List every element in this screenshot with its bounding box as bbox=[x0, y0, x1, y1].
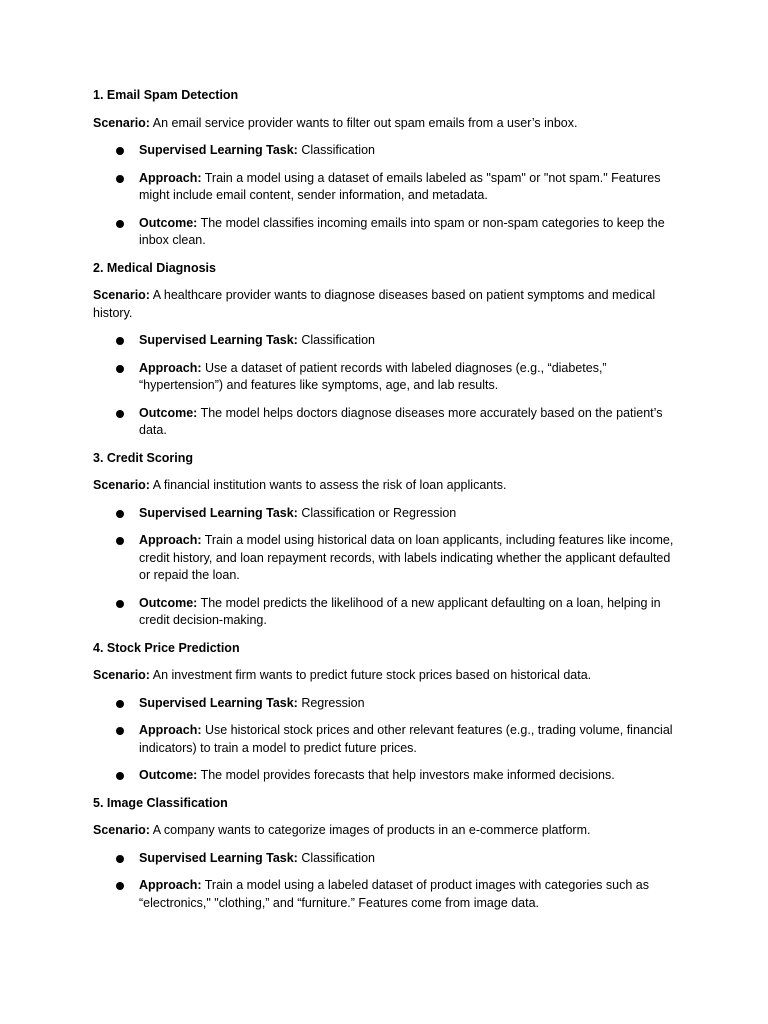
scenario-label: Scenario: bbox=[93, 115, 150, 130]
scenario-label: Scenario: bbox=[93, 288, 150, 302]
section-title: 1. Email Spam Detection bbox=[93, 88, 239, 102]
item-text: Classification bbox=[297, 143, 375, 157]
item-label: Supervised Learning Task: bbox=[139, 333, 298, 347]
section-image-classification bbox=[93, 795, 678, 913]
bullet-icon bbox=[116, 510, 124, 518]
list-item bbox=[93, 722, 678, 757]
item-label: Approach: bbox=[139, 723, 202, 737]
bullet-icon bbox=[116, 537, 124, 545]
bullet-icon bbox=[116, 727, 124, 735]
item-label: Outcome: bbox=[139, 768, 198, 782]
scenario-paragraph bbox=[93, 667, 678, 685]
item-label: Outcome: bbox=[139, 595, 198, 610]
bullet-icon bbox=[116, 700, 124, 708]
scenario-text: A company wants to categorize images of products in an e-commerce platform. bbox=[149, 823, 591, 837]
list-item bbox=[93, 850, 678, 868]
item-text: The model predicts the likelihood of a new applicant defaulting on a loan, helping in credit decision-making. bbox=[139, 595, 661, 627]
bullet-icon bbox=[116, 365, 124, 373]
item-text: Classification bbox=[297, 850, 375, 865]
list-item bbox=[93, 532, 678, 585]
bullet-icon bbox=[116, 600, 124, 608]
item-label: Approach: bbox=[139, 170, 202, 185]
item-text: Train a model using a dataset of emails labeled as "spam" or "not spam." Features might include email content, sender information, and metadata. bbox=[139, 170, 661, 202]
item-label: Supervised Learning Task: bbox=[139, 695, 298, 710]
list-item bbox=[93, 695, 678, 713]
list-item bbox=[93, 505, 678, 523]
bullet-list bbox=[93, 505, 678, 630]
list-item bbox=[93, 767, 678, 785]
bullet-icon bbox=[116, 147, 124, 155]
list-item bbox=[93, 170, 678, 205]
section-email-spam bbox=[93, 87, 678, 250]
item-label: Supervised Learning Task: bbox=[139, 505, 298, 520]
bullet-icon bbox=[116, 175, 124, 183]
section-title: 3. Credit Scoring bbox=[93, 450, 194, 465]
item-text: Classification or Regression bbox=[297, 505, 457, 520]
scenario-text: A financial institution wants to assess the risk of loan applicants. bbox=[149, 478, 507, 492]
bullet-icon bbox=[116, 772, 124, 780]
section-title: 4. Stock Price Prediction bbox=[93, 640, 240, 655]
item-label: Approach: bbox=[139, 533, 202, 547]
item-label: Outcome: bbox=[139, 215, 198, 230]
bullet-icon bbox=[116, 410, 124, 418]
list-item bbox=[93, 142, 678, 160]
bullet-list bbox=[93, 142, 678, 250]
item-text: The model provides forecasts that help investors make informed decisions. bbox=[197, 768, 615, 782]
section-credit-scoring bbox=[93, 450, 678, 630]
bullet-icon bbox=[116, 882, 124, 890]
scenario-paragraph bbox=[93, 115, 678, 133]
item-label: Supervised Learning Task: bbox=[139, 143, 298, 157]
section-stock-price bbox=[93, 640, 678, 785]
scenario-label: Scenario: bbox=[93, 823, 150, 837]
bullet-icon bbox=[116, 220, 124, 228]
scenario-label: Scenario: bbox=[93, 668, 150, 682]
scenario-label: Scenario: bbox=[93, 478, 150, 492]
list-item bbox=[93, 405, 678, 440]
section-medical-diagnosis bbox=[93, 260, 678, 440]
item-label: Outcome: bbox=[139, 405, 198, 420]
list-item bbox=[93, 595, 678, 630]
scenario-paragraph bbox=[93, 287, 678, 322]
item-label: Approach: bbox=[139, 878, 202, 892]
section-title: 2. Medical Diagnosis bbox=[93, 260, 216, 275]
bullet-list bbox=[93, 695, 678, 785]
item-text: Use a dataset of patient records with labeled diagnoses (e.g., “diabetes,” “hypertension”) and features like symptoms, age, and lab results. bbox=[139, 360, 607, 392]
scenario-text: An email service provider wants to filter out spam emails from a user’s inbox. bbox=[149, 115, 578, 130]
bullet-list bbox=[93, 332, 678, 440]
item-label: Approach: bbox=[139, 360, 202, 375]
section-title: 5. Image Classification bbox=[93, 795, 228, 810]
item-text: Regression bbox=[297, 695, 365, 710]
scenario-paragraph bbox=[93, 477, 678, 495]
list-item bbox=[93, 360, 678, 395]
item-text: Classification bbox=[297, 333, 375, 347]
item-text: Use historical stock prices and other relevant features (e.g., trading volume, financial indicators) to train a model to predict future prices. bbox=[139, 723, 673, 755]
bullet-icon bbox=[116, 855, 124, 863]
bullet-list bbox=[93, 850, 678, 913]
list-item bbox=[93, 332, 678, 350]
item-text: Train a model using a labeled dataset of product images with categories such as “electronics," "clothing,” and “furniture.” Features come from image data. bbox=[139, 878, 649, 910]
list-item bbox=[93, 877, 678, 912]
item-label: Supervised Learning Task: bbox=[139, 850, 298, 865]
list-item bbox=[93, 215, 678, 250]
scenario-paragraph bbox=[93, 822, 678, 840]
bullet-icon bbox=[116, 337, 124, 345]
scenario-text: A healthcare provider wants to diagnose diseases based on patient symptoms and medical history. bbox=[93, 288, 656, 320]
scenario-text: An investment firm wants to predict future stock prices based on historical data. bbox=[149, 668, 592, 682]
item-text: The model helps doctors diagnose diseases more accurately based on the patient’s data. bbox=[139, 405, 663, 437]
item-text: Train a model using historical data on loan applicants, including features like income, credit history, and loan repayment records, with labels indicating whether the applicant defaulted or repaid the loan. bbox=[139, 533, 674, 582]
item-text: The model classifies incoming emails into spam or non-spam categories to keep the inbox clean. bbox=[139, 215, 665, 247]
